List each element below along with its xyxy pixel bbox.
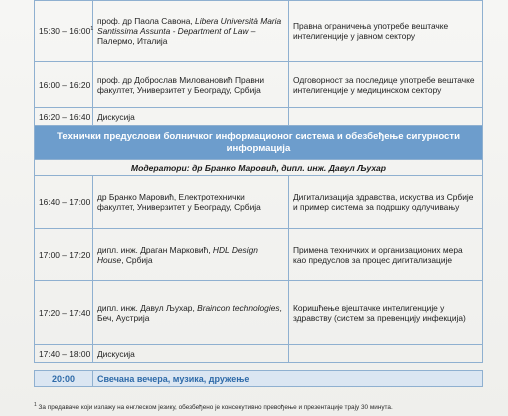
table-row	[35, 62, 483, 108]
time-cell: 16:20 – 16:40	[35, 108, 93, 126]
speaker-cell: дипл. инж. Давул Љухар, Braincon technologies, Беч, Аустрија	[93, 281, 289, 345]
table-row	[35, 108, 483, 126]
moderators-text: Модератори: др Бранко Маровић, дипл. инж. Давул Љухар	[35, 160, 483, 176]
spacer-row	[35, 363, 483, 371]
topic-cell	[289, 345, 483, 363]
section-title: Технички предуслови болничког информационог система и обезбеђење сигурности информација	[35, 126, 483, 160]
topic-cell: Коришћење вјештачке интелигенције у здравству (систем за превенцију инфекција)	[289, 281, 483, 345]
time-cell: 16:40 – 17:00	[35, 176, 93, 229]
discussion-cell: Дискусија	[93, 108, 289, 126]
time-cell: 15:30 – $16:00^1$	[35, 1, 93, 62]
table-row	[35, 176, 483, 229]
dinner-row	[35, 371, 483, 387]
time-cell: 16:00 – 16:20	[35, 62, 93, 108]
table-row	[35, 345, 483, 363]
speaker-cell: проф. др Паола Савона, Libera Università Maria Santissima Assunta - Department of Law –Палермо, Италија	[93, 1, 289, 62]
table-row	[35, 1, 483, 62]
time-cell: 17:20 – 17:40	[35, 281, 93, 345]
speaker-cell: проф. др Доброслав Миловановић Правни факултет, Универзитет у Београду, Србија	[93, 62, 289, 108]
table-row	[35, 281, 483, 345]
topic-cell	[289, 108, 483, 126]
table-row	[35, 229, 483, 281]
moderators-row	[35, 160, 483, 176]
footnote: $^1$ За предаваче који излажу на енглеском језику, обезбеђено је консекутивно превођење и презентације трају 30 минута.	[34, 401, 393, 411]
dinner-time: 20:00	[35, 371, 93, 387]
time-cell: 17:40 – 18:00	[35, 345, 93, 363]
footnote-mark: 1	[34, 401, 37, 408]
topic-cell: Одговорност за последице употребе вештачке интелигенције у медицинском сектору	[289, 62, 483, 108]
section-header-row	[35, 126, 483, 160]
topic-cell: Примена техничких и организационих мера као предуслов за процес дигитализације	[289, 229, 483, 281]
speaker-cell: дипл. инж. Драган Марковић, HDL Design House, Србија	[93, 229, 289, 281]
speaker-cell: др Бранко Маровић, Електротехнички факултет, Универзитет у Београду, Србија	[93, 176, 289, 229]
time-cell: 17:00 – 17:20	[35, 229, 93, 281]
dinner-text: Свечана вечера, музика, дружење	[93, 371, 483, 387]
footnote-mark: 1	[90, 26, 94, 33]
schedule-table	[34, 0, 483, 387]
topic-cell: Дигитализација здравства, искуства из Србије и пример система за подршку одлучивању	[289, 176, 483, 229]
topic-cell: Правна ограничења употребе вештачке интелигенције у јавном сектору	[289, 1, 483, 62]
discussion-cell: Дискусија	[93, 345, 289, 363]
